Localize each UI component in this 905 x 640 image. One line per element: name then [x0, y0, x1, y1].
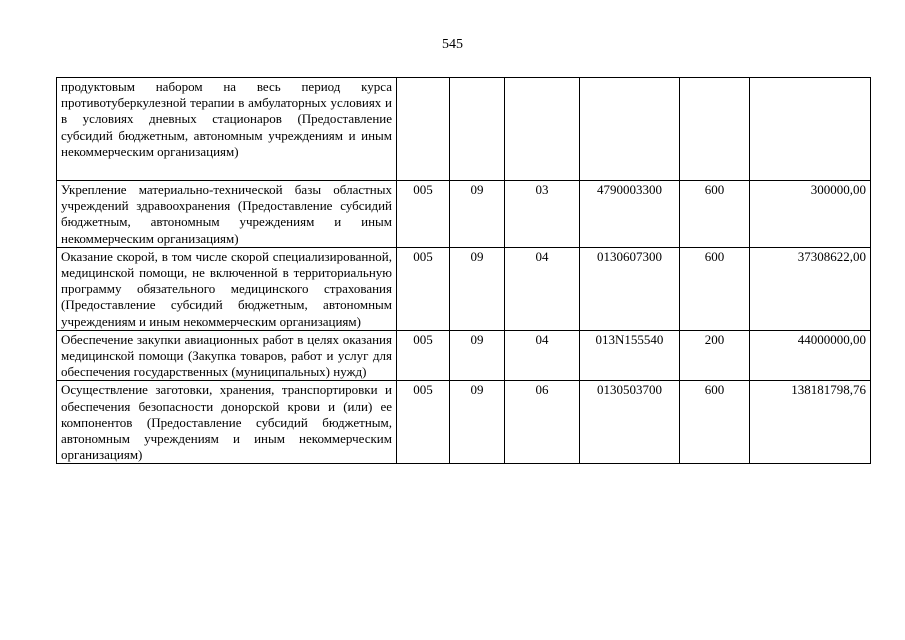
target-code-cell: 4790003300	[580, 181, 680, 248]
description-cell: продуктовым набором на весь период курса противотуберкулезной терапии в амбулаторных условиях и в условиях дневных стационаров (Предоставление субсидий бюджетным, автономным учреждениям и иным некоммерческим организациям)	[57, 78, 397, 181]
expense-type-cell: 200	[680, 330, 750, 381]
target-code-cell: 0130503700	[580, 381, 680, 464]
subsection-code-cell: 04	[505, 247, 580, 330]
ministry-code-cell	[397, 78, 450, 181]
amount-cell	[750, 78, 871, 181]
subsection-code-cell: 04	[505, 330, 580, 381]
section-code-cell: 09	[450, 330, 505, 381]
table-row	[57, 330, 871, 381]
target-code-cell: 0130607300	[580, 247, 680, 330]
subsection-code-cell: 03	[505, 181, 580, 248]
description-cell: Укрепление материально-технической базы областных учреждений здравоохранения (Предоставление субсидий бюджетным, автономным учреждениям и иным некоммерческим организациям)	[57, 181, 397, 248]
subsection-code-cell: 06	[505, 381, 580, 464]
budget-table	[56, 77, 871, 464]
table-row	[57, 381, 871, 464]
expense-type-cell: 600	[680, 181, 750, 248]
description-cell: Оказание скорой, в том числе скорой специализированной, медицинской помощи, не включенной в территориальную программу обязательного медицинского страхования (Предоставление субсидий бюджетным, автономным учреждениям и иным некоммерческим организациям)	[57, 247, 397, 330]
ministry-code-cell: 005	[397, 381, 450, 464]
table-row	[57, 247, 871, 330]
section-code-cell	[450, 78, 505, 181]
description-cell: Осуществление заготовки, хранения, транспортировки и обеспечения безопасности донорской крови и (или) ее компонентов (Предоставление субсидий бюджетным, автономным учреждениям и иным некоммерческим организациям)	[57, 381, 397, 464]
ministry-code-cell: 005	[397, 247, 450, 330]
ministry-code-cell: 005	[397, 181, 450, 248]
section-code-cell: 09	[450, 247, 505, 330]
section-code-cell: 09	[450, 181, 505, 248]
amount-cell: 44000000,00	[750, 330, 871, 381]
expense-type-cell: 600	[680, 247, 750, 330]
subsection-code-cell	[505, 78, 580, 181]
page-number: 545	[442, 37, 463, 52]
expense-type-cell	[680, 78, 750, 181]
amount-cell: 138181798,76	[750, 381, 871, 464]
amount-cell: 37308622,00	[750, 247, 871, 330]
target-code-cell	[580, 78, 680, 181]
ministry-code-cell: 005	[397, 330, 450, 381]
amount-cell: 300000,00	[750, 181, 871, 248]
description-cell: Обеспечение закупки авиационных работ в целях оказания медицинской помощи (Закупка товаров, работ и услуг для обеспечения государственных (муниципальных) нужд)	[57, 330, 397, 381]
section-code-cell: 09	[450, 381, 505, 464]
expense-type-cell: 600	[680, 381, 750, 464]
table-row	[57, 78, 871, 181]
target-code-cell: 013N155540	[580, 330, 680, 381]
table-row	[57, 181, 871, 248]
